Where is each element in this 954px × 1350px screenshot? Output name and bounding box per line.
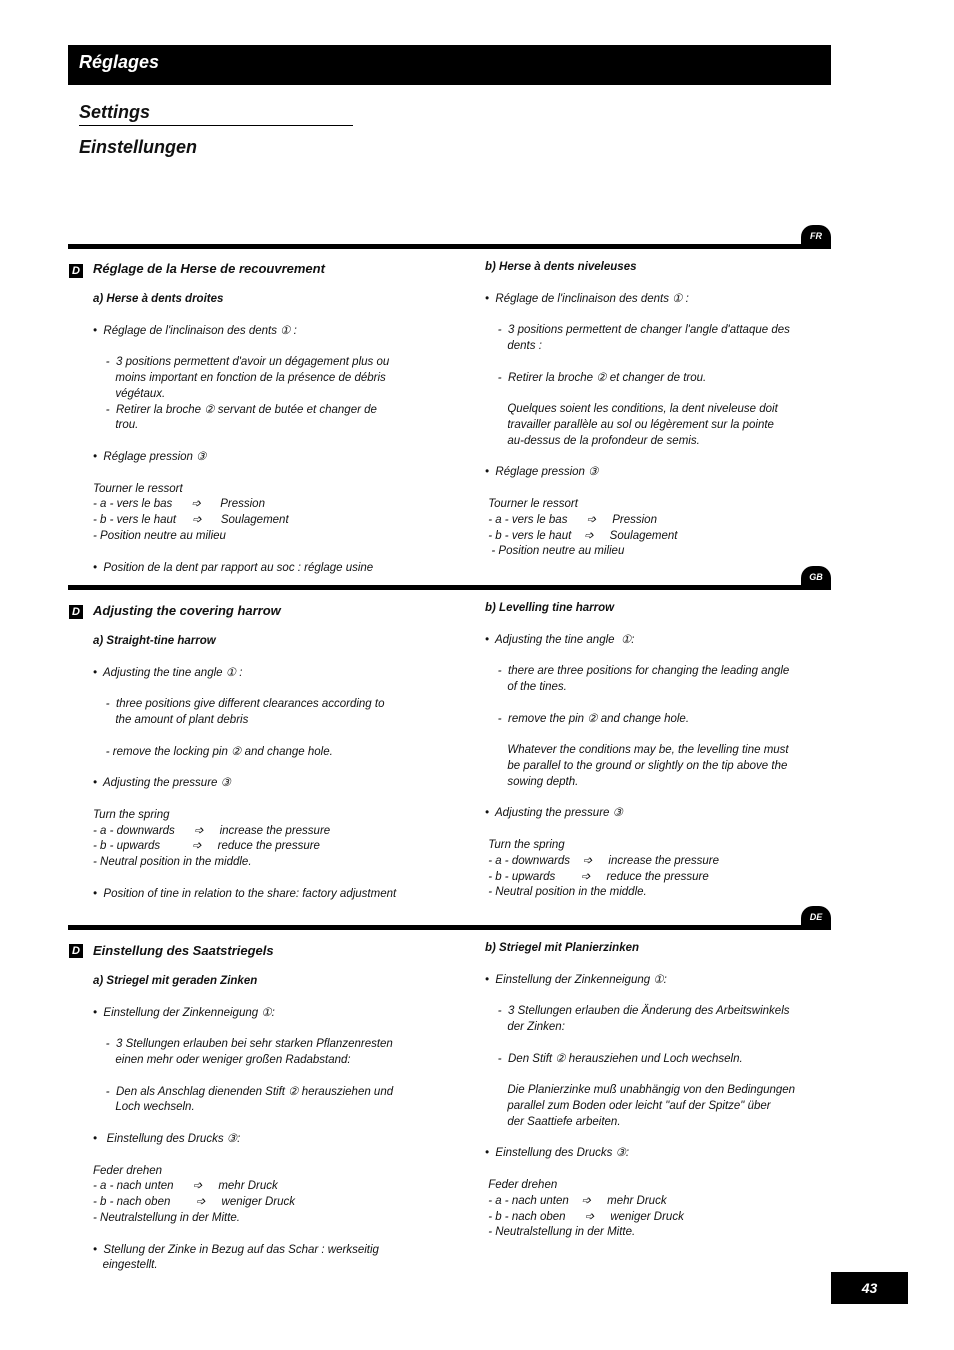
text-line	[93, 650, 396, 666]
text-line: einen mehr oder weniger großen Radabstand:	[93, 1053, 351, 1066]
section-title-fr: Réglage de la Herse de recouvrement	[93, 261, 325, 276]
text-line: • Adjusting the tine angle ① :	[93, 666, 243, 679]
text-line: of the tines.	[485, 680, 567, 693]
text-line: trou.	[93, 419, 139, 432]
text-line: der Saattiefe arbeiten.	[485, 1115, 621, 1128]
text-line	[485, 617, 789, 633]
text-line: - Retirer la broche ② et changer de trou.	[485, 371, 707, 384]
text-line	[93, 681, 396, 697]
gb-right-column	[485, 601, 789, 901]
text-line: - three positions give different clearances according to	[93, 698, 385, 711]
text-line: sowing depth.	[485, 775, 579, 788]
fr-right-column	[485, 260, 790, 560]
gb-left-column	[93, 634, 396, 903]
text-line: - remove the pin ② and change hole.	[485, 712, 690, 725]
text-line: - a - downwards ➩ increase the pressure	[485, 854, 719, 867]
text-line: - there are three positions for changing the leading angle	[485, 665, 790, 678]
subsection-heading: a) Herse à dents droites	[93, 293, 224, 305]
de-left-column	[93, 974, 393, 1274]
d-marker-de: D	[69, 944, 83, 958]
text-line	[93, 466, 389, 482]
text-line: - b - upwards ➩ reduce the pressure	[485, 870, 709, 883]
text-line	[93, 434, 389, 450]
subtitle-underline	[79, 125, 353, 126]
text-line: - 3 Stellungen erlauben bei sehr starken Pflanzenresten	[93, 1038, 393, 1051]
text-line: • Adjusting the pressure ③	[93, 777, 231, 790]
language-badge-de: DE	[801, 906, 831, 928]
text-line	[93, 1069, 393, 1085]
text-line: • Einstellung des Drucks ③:	[93, 1132, 241, 1145]
subsection-heading: b) Levelling tine harrow	[485, 602, 615, 614]
text-line	[93, 760, 396, 776]
text-line	[485, 957, 795, 973]
text-line: • Einstellung der Zinkenneigung ①:	[93, 1006, 275, 1019]
text-line: - a - vers le bas ➩ Pression	[485, 513, 657, 526]
text-line: - b - nach oben ➩ weniger Druck	[485, 1210, 684, 1223]
text-line: Quelques soient les conditions, la dent niveleuse doit	[485, 403, 778, 416]
text-line: • Adjusting the pressure ③	[485, 807, 623, 820]
section-title-de: Einstellung des Saatstriegels	[93, 943, 274, 958]
page-number: 43	[831, 1272, 908, 1304]
text-line	[93, 545, 389, 561]
text-line: Feder drehen	[485, 1178, 558, 1191]
language-badge-fr: FR	[801, 225, 831, 247]
text-line: the amount of plant debris	[93, 713, 249, 726]
text-line: • Réglage de l'inclinaison des dents ① :	[485, 292, 689, 305]
text-line	[485, 481, 790, 497]
text-line: - Neutralstellung in der Mitte.	[93, 1211, 241, 1224]
text-line	[485, 791, 789, 807]
text-line	[485, 355, 790, 371]
text-line	[485, 1162, 795, 1178]
text-line: - b - vers le haut ➩ Soulagement	[93, 514, 289, 527]
text-line	[93, 339, 389, 355]
text-line: • Stellung der Zinke in Bezug auf das Schar : werkseitig	[93, 1243, 379, 1256]
text-line	[93, 792, 396, 808]
text-line: • Réglage pression ③	[485, 466, 599, 479]
text-line	[93, 1227, 393, 1243]
section-title-gb: Adjusting the covering harrow	[93, 603, 281, 618]
de-right-column	[485, 941, 795, 1241]
text-line: - 3 positions permettent d'avoir un dégagement plus ou	[93, 356, 390, 369]
text-line: Loch wechseln.	[93, 1101, 195, 1114]
subsection-heading: b) Striegel mit Planierzinken	[485, 942, 640, 954]
text-line: • Adjusting the tine angle ①:	[485, 633, 635, 646]
text-line: - 3 Stellungen erlauben die Änderung des Arbeitswinkels	[485, 1005, 790, 1018]
text-line: • Position of tine in relation to the share: factory adjustment	[93, 887, 397, 900]
text-line: - a - vers le bas ➩ Pression	[93, 498, 265, 511]
text-line: - Neutralstellung in der Mitte.	[485, 1226, 636, 1239]
text-line	[485, 988, 795, 1004]
text-line: be parallel to the ground or slightly on the tip above the	[485, 759, 788, 772]
text-line	[93, 1148, 393, 1164]
text-line: • Einstellung des Drucks ③:	[485, 1147, 630, 1160]
text-line: moins important en fonction de la présence de débris	[93, 371, 386, 384]
text-line: - a - nach unten ➩ mehr Druck	[485, 1194, 667, 1207]
text-line	[485, 696, 789, 712]
subsection-heading: b) Herse à dents niveleuses	[485, 261, 637, 273]
text-line: Feder drehen	[93, 1164, 163, 1177]
text-line: - Position neutre au milieu	[485, 545, 625, 558]
text-line	[93, 990, 393, 1006]
text-line	[485, 1067, 795, 1083]
text-line	[93, 1116, 393, 1132]
text-line: - Neutral position in the middle.	[485, 886, 647, 899]
text-line: Tourner le ressort	[93, 482, 183, 495]
text-line: Whatever the conditions may be, the levelling tine must	[485, 744, 789, 757]
text-line	[485, 276, 790, 292]
text-line: der Zinken:	[485, 1020, 565, 1033]
text-line: - Position neutre au milieu	[93, 529, 226, 542]
text-line: - remove the locking pin ② and change hole.	[93, 745, 333, 758]
text-line: au-dessus de la profondeur de semis.	[485, 434, 700, 447]
text-line	[93, 308, 389, 324]
text-line: végétaux.	[93, 387, 166, 400]
text-line: • Position de la dent par rapport au soc : réglage usine	[93, 561, 374, 574]
text-line: Turn the spring	[93, 808, 170, 821]
text-line: eingestellt.	[93, 1259, 158, 1272]
text-line: • Réglage de l'inclinaison des dents ① :	[93, 324, 297, 337]
text-line	[485, 822, 789, 838]
d-marker-gb: D	[69, 605, 83, 619]
d-marker-fr: D	[69, 264, 83, 278]
text-line	[485, 307, 790, 323]
text-line: - Den als Anschlag dienenden Stift ② herausziehen und	[93, 1085, 394, 1098]
text-line: Die Planierzinke muß unabhängig von den Bedingungen	[485, 1084, 796, 1097]
text-line	[93, 1021, 393, 1037]
text-line: - 3 positions permettent de changer l'angle d'attaque des	[485, 324, 790, 337]
text-line: - a - downwards ➩ increase the pressure	[93, 824, 331, 837]
text-line: - b - upwards ➩ reduce the pressure	[93, 840, 320, 853]
text-line: - b - vers le haut ➩ Soulagement	[485, 529, 678, 542]
text-line: • Einstellung der Zinkenneigung ①:	[485, 973, 667, 986]
section-rule-fr	[68, 244, 831, 249]
text-line	[485, 450, 790, 466]
fr-left-column	[93, 292, 389, 576]
subsection-heading: a) Straight-tine harrow	[93, 635, 216, 647]
text-line: dents :	[485, 339, 542, 352]
text-line	[485, 1131, 795, 1147]
text-line: - Den Stift ② herausziehen und Loch wechseln.	[485, 1052, 743, 1065]
text-line	[485, 727, 789, 743]
text-line: Turn the spring	[485, 838, 565, 851]
section-rule-de	[68, 925, 831, 930]
text-line: Tourner le ressort	[485, 497, 578, 510]
page-title: Réglages	[79, 52, 160, 72]
text-line: - Retirer la broche ② servant de butée et changer de	[93, 403, 377, 416]
header-bar	[68, 45, 831, 85]
language-badge-gb: GB	[801, 566, 831, 588]
text-line: - b - nach oben ➩ weniger Druck	[93, 1196, 296, 1209]
text-line: parallel zum Boden oder leicht "auf der Spitze" über	[485, 1099, 771, 1112]
text-line	[485, 1036, 795, 1052]
text-line	[93, 871, 396, 887]
text-line: • Réglage pression ③	[93, 450, 207, 463]
text-line: - Neutral position in the middle.	[93, 856, 252, 869]
text-line	[485, 648, 789, 664]
text-line: - a - nach unten ➩ mehr Druck	[93, 1180, 278, 1193]
text-line	[93, 729, 396, 745]
subtitle-german: Einstellungen	[79, 137, 198, 157]
text-line: travailler parallèle au sol ou légèrement sur la pointe	[485, 418, 774, 431]
subsection-heading: a) Striegel mit geraden Zinken	[93, 975, 258, 987]
section-rule-gb	[68, 585, 831, 590]
subtitle-english: Settings	[79, 102, 151, 122]
text-line	[485, 386, 790, 402]
